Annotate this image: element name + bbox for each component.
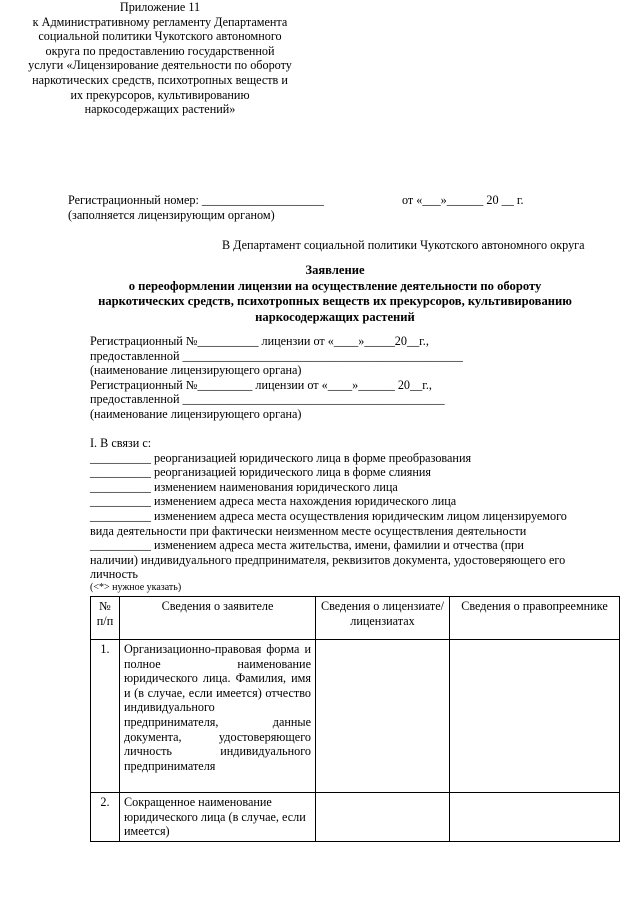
registration-date: от «___»______ 20 __ г. [402, 193, 524, 207]
license-line: Регистрационный №__________ лицензии от «____»_____20__г., [90, 334, 429, 348]
reasons-footnote: (<*> нужное указать) [90, 581, 182, 593]
registration-number-label: Регистрационный номер: ____________________ [68, 193, 324, 207]
header-number: № п/п [91, 597, 120, 640]
row-licensee-cell[interactable] [316, 793, 450, 842]
appendix-line: округа по предоставлению государственной [45, 43, 275, 58]
reason-item: __________ реорганизацией юридического лица в форме преобразования [90, 450, 472, 465]
row-number: 2. [91, 793, 120, 842]
applicant-table [90, 596, 620, 842]
license-line: предоставленной ______________________________________________ [90, 348, 463, 363]
appendix-line: к Административному регламенту Департамента [32, 14, 288, 29]
header-applicant: Сведения о заявителе [120, 597, 316, 640]
license-line: (наименование лицензирующего органа) [90, 363, 302, 378]
table-header-row [91, 597, 620, 640]
row-number: 1. [91, 640, 120, 793]
table-row [91, 793, 620, 842]
row-applicant-info: Организационно-правовая форма и полное наименование юридического лица. Фамилия, имя и (в случае, если имеется) отчество индивидуального предпринимателя, данные документа, удостоверяющего личность индивидуального предпринимателя [120, 640, 316, 793]
registration-note: (заполняется лицензирующим органом) [68, 208, 275, 222]
appendix-line: наркосодержащих растений» [84, 102, 236, 117]
reason-item: личность [90, 567, 138, 582]
licenses-block [90, 334, 463, 422]
reason-item: __________ изменением адреса места жительства, имени, фамилии и отчества (при [90, 538, 524, 553]
appendix-line: социальной политики Чукотского автономного [38, 29, 282, 44]
addressee: В Департамент социальной политики Чукотского автономного округа [222, 238, 585, 252]
license-line: предоставленной ___________________________________________ [90, 392, 445, 407]
reason-item: __________ изменением адреса места осуществления юридическим лицом лицензируемого [90, 508, 567, 523]
title-line: наркотических средств, психотропных веществ их прекурсоров, культивированию [98, 294, 572, 309]
reason-item: наличии) индивидуального предпринимателя, реквизитов документа, удостоверяющего его [90, 552, 566, 567]
license-line: Регистрационный №_________ лицензии от «____»______ 20__г., [90, 377, 432, 392]
appendix-header [0, 0, 320, 117]
reason-item: вида деятельности при фактически неизменном месте осуществления деятельности [90, 523, 527, 538]
row-applicant-info: Сокращенное наименование юридического лица (в случае, если имеется) [120, 793, 316, 842]
reasons-block [90, 436, 567, 594]
header-licensee: Сведения о лицензиате/ лицензиатах [316, 597, 450, 640]
title-line: о переоформлении лицензии на осуществление деятельности по обороту [128, 278, 542, 293]
table-row [91, 640, 620, 793]
reason-item: __________ изменением наименования юридического лица [90, 479, 398, 494]
appendix-line: наркотических средств, психотропных веществ и [32, 72, 288, 87]
title-line: Заявление [305, 263, 365, 277]
row-successor-cell[interactable] [450, 793, 620, 842]
appendix-line: Приложение 11 [119, 0, 201, 14]
row-successor-cell[interactable] [450, 640, 620, 793]
appendix-line: услуги «Лицензирование деятельности по обороту [28, 58, 292, 73]
row-licensee-cell[interactable] [316, 640, 450, 793]
license-line: (наименование лицензирующего органа) [90, 406, 302, 421]
title-line: наркосодержащих растений [255, 309, 415, 324]
appendix-line: их прекурсоров, культивированию [70, 87, 250, 102]
header-successor: Сведения о правопреемнике [450, 597, 620, 640]
document-title [60, 263, 610, 325]
reason-item: __________ реорганизацией юридического лица в форме слияния [90, 465, 432, 480]
reasons-intro: I. В связи с: [90, 436, 152, 450]
reason-item: __________ изменением адреса места нахождения юридического лица [90, 494, 457, 509]
